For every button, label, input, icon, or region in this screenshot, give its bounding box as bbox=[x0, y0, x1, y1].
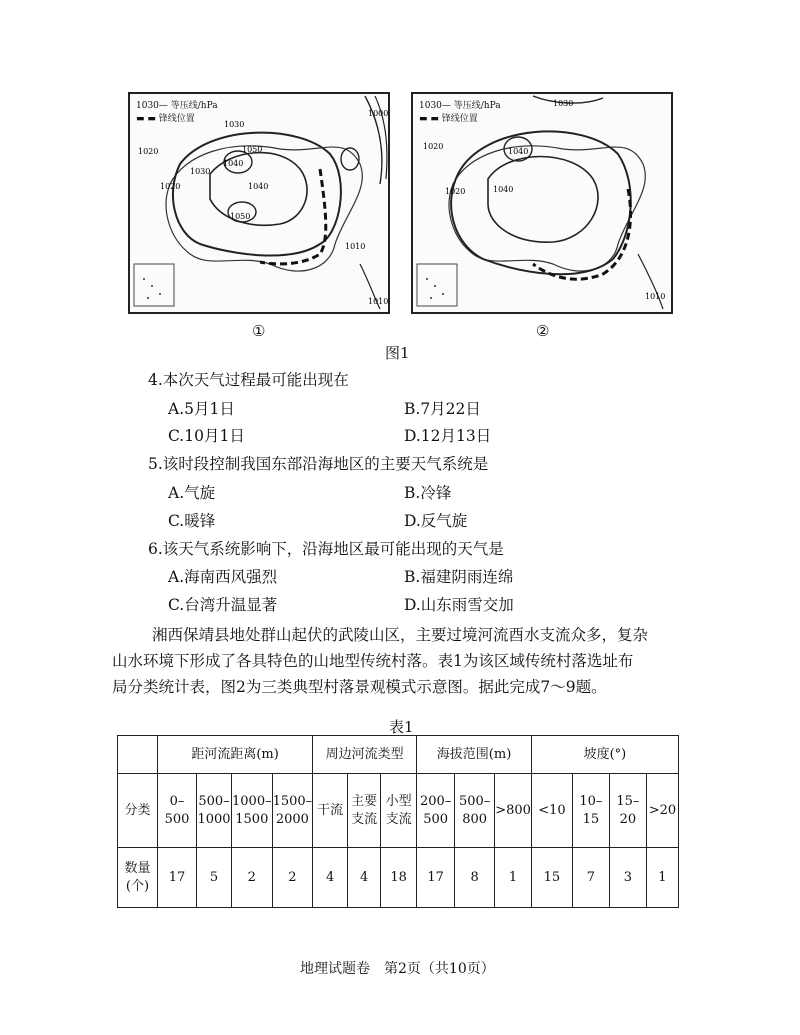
map-1-number: ① bbox=[252, 322, 266, 340]
question-4-stem: 4.本次天气过程最可能出现在 bbox=[148, 371, 349, 389]
passage bbox=[112, 622, 715, 700]
passage-line-3: 局分类统计表，图2为三类典型村落景观模式示意图。据此完成7～9题。 bbox=[112, 678, 607, 696]
question-5-stem: 5.该时段控制我国东部沿海地区的主要天气系统是 bbox=[148, 455, 489, 473]
header-altitude: 海拔范围(m) bbox=[417, 736, 532, 774]
map-2-label-2: 1040 bbox=[493, 185, 514, 194]
river-val-2: 18 bbox=[381, 848, 417, 908]
header-river-type: 周边河流类型 bbox=[313, 736, 417, 774]
passage-line-1: 湘西保靖县地处群山起伏的武陵山区，主要过境河流酉水支流众多，复杂 bbox=[152, 626, 649, 644]
slope-cat-0: <10 bbox=[531, 774, 572, 848]
altitude-cat-2: >800 bbox=[495, 774, 532, 848]
map-2-legend bbox=[419, 100, 501, 126]
front-line-icon: ▬ ▬ bbox=[136, 114, 159, 124]
page-footer: 地理试题卷 第2页（共10页） bbox=[300, 961, 495, 977]
altitude-cat-1: 500–800 bbox=[455, 774, 495, 848]
row-label-class: 分类 bbox=[118, 774, 158, 848]
map-1-legend bbox=[136, 100, 218, 126]
legend-isobar: 1030— 等压线/hPa bbox=[419, 101, 501, 111]
question-6-option-c: C.台湾升温显著 bbox=[168, 596, 278, 614]
slope-cat-1: 10–15 bbox=[572, 774, 609, 848]
slope-val-3: 1 bbox=[646, 848, 678, 908]
legend-isobar: 1030— 等压线/hPa bbox=[136, 101, 218, 111]
map-1-drawing bbox=[130, 94, 388, 312]
question-4-option-d: D.12月13日 bbox=[404, 427, 492, 445]
distance-val-3: 2 bbox=[272, 848, 313, 908]
map-1 bbox=[128, 92, 390, 314]
front-line-icon: ▬ ▬ bbox=[419, 114, 442, 124]
map-1-label-2: 1050 bbox=[242, 145, 263, 154]
figure-1-caption: 图1 bbox=[385, 344, 410, 362]
map-2-drawing bbox=[413, 94, 671, 312]
question-4-option-b: B.7月22日 bbox=[404, 400, 481, 418]
distance-val-0: 17 bbox=[158, 848, 197, 908]
distance-cat-3: 1500–2000 bbox=[272, 774, 313, 848]
question-5-option-d: D.反气旋 bbox=[404, 512, 468, 530]
distance-val-1: 5 bbox=[197, 848, 232, 908]
slope-val-1: 7 bbox=[572, 848, 609, 908]
map-2-label-4: 1020 bbox=[445, 187, 466, 196]
table-1 bbox=[117, 735, 679, 908]
altitude-val-2: 1 bbox=[495, 848, 532, 908]
header-slope: 坡度(°) bbox=[531, 736, 678, 774]
distance-val-2: 2 bbox=[232, 848, 273, 908]
map-1-label-10: 1010 bbox=[368, 297, 388, 306]
slope-val-2: 3 bbox=[609, 848, 646, 908]
river-cat-2: 小型支流 bbox=[381, 774, 417, 848]
map-2-label-5: 1010 bbox=[645, 292, 666, 301]
map-2 bbox=[411, 92, 673, 314]
river-cat-0: 干流 bbox=[313, 774, 348, 848]
question-6-stem: 6.该天气系统影响下，沿海地区最可能出现的天气是 bbox=[148, 540, 504, 558]
altitude-cat-0: 200–500 bbox=[417, 774, 455, 848]
question-4-option-c: C.10月1日 bbox=[168, 427, 245, 445]
table-1-caption: 表1 bbox=[389, 718, 414, 736]
map-1-label-4: 1030 bbox=[190, 167, 211, 176]
river-val-0: 4 bbox=[313, 848, 348, 908]
distance-cat-0: 0–500 bbox=[158, 774, 197, 848]
question-5-option-b: B.冷锋 bbox=[404, 484, 452, 502]
map-1-label-0: 1030 bbox=[224, 120, 245, 129]
map-1-label-1: 1040 bbox=[223, 159, 244, 168]
river-cat-1: 主要支流 bbox=[348, 774, 381, 848]
question-6-option-d: D.山东雨雪交加 bbox=[404, 596, 514, 614]
distance-cat-1: 500–1000 bbox=[197, 774, 232, 848]
map-1-label-8: 1000 bbox=[368, 109, 388, 118]
table-corner bbox=[118, 736, 158, 774]
header-distance: 距河流距离(m) bbox=[158, 736, 313, 774]
map-2-label-1: 1040 bbox=[508, 147, 529, 156]
map-1-label-5: 1050 bbox=[230, 212, 251, 221]
question-5-option-a: A.气旋 bbox=[168, 484, 216, 502]
map-1-label-3: 1040 bbox=[248, 182, 269, 191]
passage-line-2: 山水环境下形成了各具特色的山地型传统村落。表1为该区域传统村落选址布 bbox=[112, 652, 634, 670]
map-2-number: ② bbox=[536, 322, 550, 340]
question-4-option-a: A.5月1日 bbox=[168, 400, 235, 418]
legend-front: ▬ ▬ 锋线位置 bbox=[419, 114, 478, 124]
map-1-label-7: 1020 bbox=[138, 147, 159, 156]
river-val-1: 4 bbox=[348, 848, 381, 908]
map-1-label-9: 1010 bbox=[345, 242, 366, 251]
slope-cat-2: 15–20 bbox=[609, 774, 646, 848]
legend-front: ▬ ▬ 锋线位置 bbox=[136, 114, 195, 124]
slope-val-0: 15 bbox=[531, 848, 572, 908]
map-1-label-6: 1020 bbox=[160, 182, 181, 191]
map-2-label-3: 1020 bbox=[423, 142, 444, 151]
altitude-val-1: 8 bbox=[455, 848, 495, 908]
altitude-val-0: 17 bbox=[417, 848, 455, 908]
map-2-label-0: 1030 bbox=[553, 99, 574, 108]
question-6-option-a: A.海南西风强烈 bbox=[168, 568, 278, 586]
row-label-count: 数量(个) bbox=[118, 848, 158, 908]
question-5-option-c: C.暖锋 bbox=[168, 512, 216, 530]
question-6-option-b: B.福建阴雨连绵 bbox=[404, 568, 514, 586]
slope-cat-3: >20 bbox=[646, 774, 678, 848]
distance-cat-2: 1000–1500 bbox=[232, 774, 273, 848]
